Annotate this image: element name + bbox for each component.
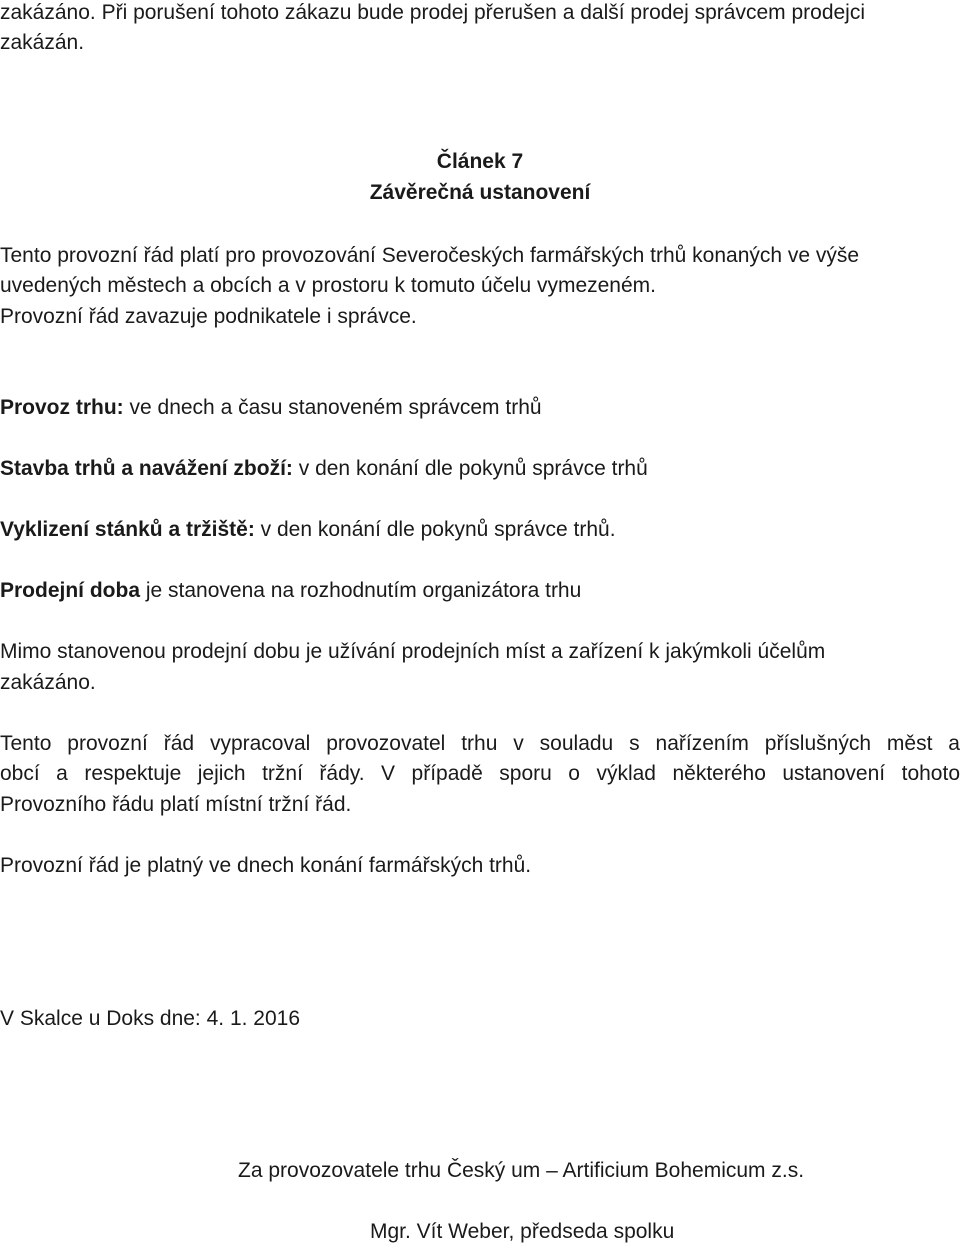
article-title: Závěrečná ustanovení xyxy=(369,181,591,204)
intro-line-2: uvedených městech a obcích a v prostoru k tomuto účelu vymezeném. xyxy=(0,274,656,297)
continued-text-line-2: zakázán. xyxy=(0,31,85,54)
operation-label: Provoz trhu: xyxy=(0,396,124,419)
cleanup-label: Vyklizení stánků a tržiště: xyxy=(0,518,255,541)
cleanup-paragraph xyxy=(0,515,616,546)
compliance-line-1: Tento provozní řád vypracoval provozovatel trhu v souladu s nařízením příslušných měst a xyxy=(0,732,960,755)
compliance-line-2: obcí a respektuje jejich tržní řády. V případě sporu o výklad některého ustanovení tohoto xyxy=(0,762,960,785)
construction-paragraph xyxy=(0,454,648,485)
signature-person: Mgr. Vít Weber, předseda spolku xyxy=(370,1220,675,1243)
sales-time-text: je stanovena na rozhodnutím organizátora trhu xyxy=(140,579,582,602)
construction-text: v den konání dle pokynů správce trhů xyxy=(292,457,648,480)
continued-text-line-1: zakázáno. Při porušení tohoto zákazu bude prodej přerušen a další prodej správcem prodejci xyxy=(0,1,866,24)
operation-text: ve dnech a času stanoveném správcem trhů xyxy=(123,396,542,419)
place-and-date: V Skalce u Doks dne: 4. 1. 2016 xyxy=(0,1007,301,1030)
validity-statement: Provozní řád je platný ve dnech konání farmářských trhů. xyxy=(0,854,532,877)
outside-line-2: zakázáno. xyxy=(0,671,96,694)
sales-time-paragraph xyxy=(0,576,581,607)
cleanup-text: v den konání dle pokynů správce trhů. xyxy=(254,518,616,541)
article-number: Článek 7 xyxy=(436,150,524,173)
intro-line-1: Tento provozní řád platí pro provozování Severočeských farmářských trhů konaných ve výše xyxy=(0,244,860,267)
sales-time-label: Prodejní doba xyxy=(0,579,141,602)
compliance-line-3: Provozního řádu platí místní tržní řád. xyxy=(0,793,352,816)
construction-label: Stavba trhů a navážení zboží: xyxy=(0,457,293,480)
outside-line-1: Mimo stanovenou prodejní dobu je užívání prodejních míst a zařízení k jakýmkoli účelům xyxy=(0,640,826,663)
intro-line-3: Provozní řád zavazuje podnikatele i správce. xyxy=(0,305,417,328)
operation-paragraph xyxy=(0,393,542,424)
signature-operator: Za provozovatele trhu Český um – Artificium Bohemicum z.s. xyxy=(238,1159,805,1182)
